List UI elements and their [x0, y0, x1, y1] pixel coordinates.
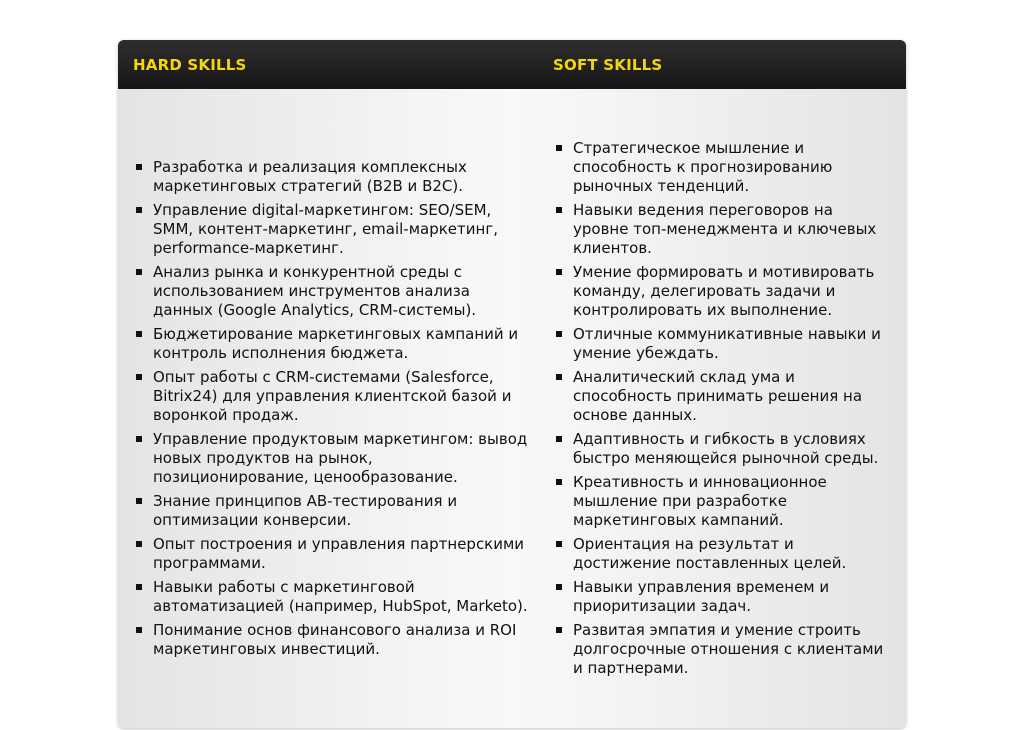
- hard-skill-text: Анализ рынка и конкурентной среды с использованием инструментов анализа данных (Google Analytics, CRM-системы).: [153, 263, 477, 319]
- hard-skill-text: Знание принципов AB-тестирования и оптимизации конверсии.: [153, 492, 458, 529]
- hard-skill-text: Бюджетирование маркетинговых кампаний и контроль исполнения бюджета.: [153, 325, 519, 362]
- bullet-icon: [136, 269, 142, 275]
- bullet-icon: [556, 436, 562, 442]
- hard-skill-item: [133, 201, 528, 258]
- soft-skill-text: Развитая эмпатия и умение строить долгосрочные отношения с клиентами и партнерами.: [573, 621, 884, 677]
- bullet-icon: [136, 627, 142, 633]
- soft-skill-item: [553, 621, 893, 678]
- soft-skill-text: Аналитический склад ума и способность принимать решения на основе данных.: [573, 368, 863, 424]
- hard-skill-text: Понимание основ финансового анализа и ROI маркетинговых инвестиций.: [153, 621, 517, 658]
- bullet-icon: [556, 541, 562, 547]
- soft-skills-title: SOFT SKILLS: [553, 56, 663, 74]
- hard-skill-item: [133, 158, 528, 196]
- bullet-icon: [556, 627, 562, 633]
- bullet-icon: [556, 584, 562, 590]
- hard-skill-item: [133, 368, 528, 425]
- soft-skill-text: Умение формировать и мотивировать команду, делегировать задачи и контролировать их выполнение.: [573, 263, 875, 319]
- hard-skills-column: [133, 89, 528, 728]
- bullet-icon: [556, 145, 562, 151]
- table-header: [118, 40, 906, 89]
- hard-skills-title: HARD SKILLS: [133, 56, 247, 74]
- table-body: [118, 89, 906, 728]
- soft-skill-item: [553, 578, 893, 616]
- bullet-icon: [136, 207, 142, 213]
- soft-skill-text: Отличные коммуникативные навыки и умение убеждать.: [573, 325, 881, 362]
- bullet-icon: [556, 269, 562, 275]
- hard-skill-item: [133, 492, 528, 530]
- hard-skill-item: [133, 325, 528, 363]
- hard-skills-list: [133, 158, 528, 659]
- hard-skill-item: [133, 578, 528, 616]
- hard-skill-item: [133, 263, 528, 320]
- hard-skill-text: Управление digital-маркетингом: SEO/SEM, SMM, контент-маркетинг, email-маркетинг, performance-маркетинг.: [153, 201, 498, 257]
- soft-skill-text: Ориентация на результат и достижение поставленных целей.: [573, 535, 847, 572]
- soft-skill-item: [553, 430, 893, 468]
- soft-skill-item: [553, 201, 893, 258]
- bullet-icon: [136, 436, 142, 442]
- hard-skill-text: Управление продуктовым маркетингом: вывод новых продуктов на рынок, позиционирование, ценообразование.: [153, 430, 528, 486]
- bullet-icon: [136, 374, 142, 380]
- soft-skill-text: Навыки ведения переговоров на уровне топ-менеджмента и ключевых клиентов.: [573, 201, 877, 257]
- hard-skill-text: Опыт построения и управления партнерскими программами.: [153, 535, 525, 572]
- bullet-icon: [556, 331, 562, 337]
- bullet-icon: [136, 331, 142, 337]
- bullet-icon: [136, 498, 142, 504]
- soft-skill-item: [553, 325, 893, 363]
- soft-skill-text: Навыки управления временем и приоритизации задач.: [573, 578, 830, 615]
- soft-skill-text: Креативность и инновационное мышление при разработке маркетинговых кампаний.: [573, 473, 827, 529]
- soft-skill-item: [553, 473, 893, 530]
- soft-skill-item: [553, 139, 893, 196]
- soft-skill-text: Стратегическое мышление и способность к прогнозированию рыночных тенденций.: [573, 139, 833, 195]
- hard-skill-item: [133, 430, 528, 487]
- soft-skills-column: [553, 89, 893, 728]
- bullet-icon: [136, 584, 142, 590]
- bullet-icon: [136, 164, 142, 170]
- hard-skill-text: Опыт работы с CRM-системами (Salesforce, Bitrix24) для управления клиентской базой и воронкой продаж.: [153, 368, 512, 424]
- bullet-icon: [136, 541, 142, 547]
- soft-skill-item: [553, 368, 893, 425]
- skills-table: [118, 40, 906, 728]
- hard-skill-item: [133, 621, 528, 659]
- soft-skill-item: [553, 535, 893, 573]
- hard-skill-text: Навыки работы с маркетинговой автоматизацией (например, HubSpot, Marketo).: [153, 578, 528, 615]
- soft-skills-list: [553, 139, 893, 678]
- soft-skill-text: Адаптивность и гибкость в условиях быстро меняющейся рыночной среды.: [573, 430, 879, 467]
- bullet-icon: [556, 207, 562, 213]
- soft-skill-item: [553, 263, 893, 320]
- hard-skill-item: [133, 535, 528, 573]
- hard-skill-text: Разработка и реализация комплексных маркетинговых стратегий (B2B и B2C).: [153, 158, 467, 195]
- bullet-icon: [556, 479, 562, 485]
- bullet-icon: [556, 374, 562, 380]
